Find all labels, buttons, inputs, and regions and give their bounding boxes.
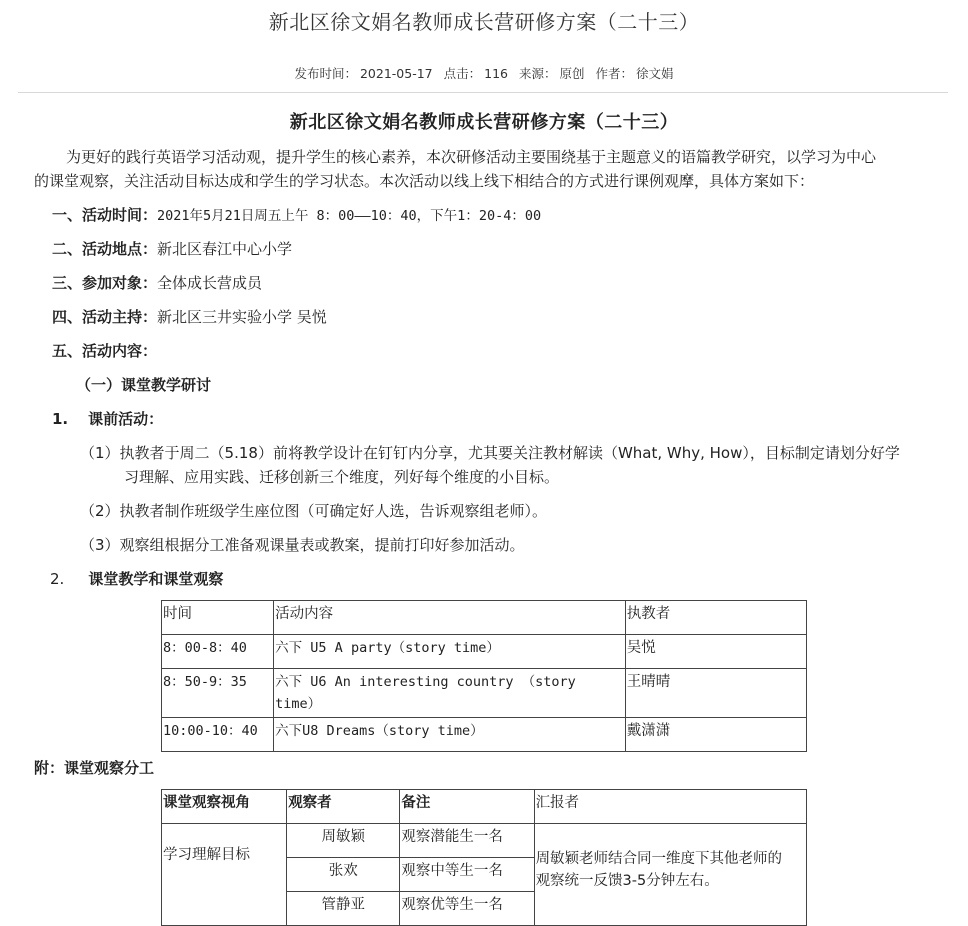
step-3: （3）观察组根据分工准备观课量表或教案，提前打印好参加活动。 xyxy=(80,536,525,554)
schedule-header-row xyxy=(162,601,807,635)
schedule-content: 六下U8 Dreams（story time） xyxy=(274,718,626,752)
observation-table xyxy=(161,789,807,926)
item-time-value: 2021年5月21日周五上午 8：00——10：40，下午1：20-4：00 xyxy=(157,208,542,224)
item-host-value: 新北区三井实验小学 吴悦 xyxy=(157,308,327,326)
section-heading-1: （一）课堂教学研讨 xyxy=(76,376,212,394)
sub-heading-1-label: 课前活动： xyxy=(88,410,164,428)
item-audience-label: 三、参加对象： xyxy=(52,274,158,292)
reporter-line-2: 观察统一反馈3-5分钟左右。 xyxy=(535,873,719,889)
item-content-label: 五、活动内容： xyxy=(52,342,158,360)
observer-note: 观察潜能生一名 xyxy=(400,824,534,858)
table-row xyxy=(162,669,807,718)
source-value: 原创 xyxy=(559,66,585,81)
table-row xyxy=(162,718,807,752)
document-title: 新北区徐文娟名教师成长营研修方案（二十三） xyxy=(289,112,679,133)
schedule-header-time: 时间 xyxy=(162,601,274,635)
sub-heading-2-label: 课堂教学和课堂观察 xyxy=(88,570,224,588)
schedule-time: 8：00-8：40 xyxy=(162,635,274,669)
item-place-value: 新北区春江中心小学 xyxy=(157,240,293,258)
clicks-count: 116 xyxy=(484,66,508,81)
observation-angle-text: 学习理解目标 xyxy=(163,847,250,863)
schedule-table xyxy=(161,600,807,752)
sub-heading-1 xyxy=(52,409,163,429)
observation-header-note: 备注 xyxy=(400,790,534,824)
table-row xyxy=(162,635,807,669)
step-1-line-1: （1）执教者于周二（5.18）前将教学设计在钉钉内分享，尤其要关注教材解读（What, Why, How），目标制定请划分好学 xyxy=(80,444,900,462)
schedule-time: 8：50-9：35 xyxy=(162,669,274,718)
item-audience-value: 全体成长营成员 xyxy=(157,274,263,292)
author-label: 作者： xyxy=(595,66,634,81)
observer-note: 观察中等生一名 xyxy=(400,858,534,892)
sub-heading-2 xyxy=(50,569,223,589)
item-content xyxy=(52,341,157,361)
observer-name: 周敏颖 xyxy=(287,824,400,858)
observer-name: 张欢 xyxy=(287,858,400,892)
observer-note: 观察优等生一名 xyxy=(400,892,534,926)
article-meta xyxy=(0,64,968,82)
sub-heading-1-num: 1. xyxy=(52,410,69,428)
item-host xyxy=(52,307,327,327)
reporter-text xyxy=(536,848,805,892)
intro-line-1: 为更好的践行英语学习活动观，提升学生的核心素养，本次研修活动主要围绕基于主题意义的语篇教学研究，以学习为中心 xyxy=(66,148,877,166)
schedule-content: 六下 U5 A party（story time） xyxy=(274,635,626,669)
reporter-line-1: 周敏颖老师结合同一维度下其他老师的 xyxy=(535,851,783,867)
observation-header-observer: 观察者 xyxy=(287,790,400,824)
item-place xyxy=(52,239,292,259)
observation-reporter xyxy=(534,824,806,926)
schedule-content-line-1: 六下 U6 An interesting country （story xyxy=(275,674,576,690)
schedule-teacher: 戴潇潇 xyxy=(625,718,806,752)
observation-header-angle: 课堂观察视角 xyxy=(162,790,287,824)
schedule-content xyxy=(274,669,626,718)
intro-line-2: 的课堂观察，关注活动目标达成和学生的学习状态。本次活动以线上线下相结合的方式进行课例观摩，具体方案如下： xyxy=(34,172,815,190)
item-place-label: 二、活动地点： xyxy=(52,240,158,258)
item-host-label: 四、活动主持： xyxy=(52,308,158,326)
page-title: 新北区徐文娟名教师成长营研修方案（二十三） xyxy=(268,10,700,34)
source-label: 来源： xyxy=(518,66,557,81)
observation-header-reporter: 汇报者 xyxy=(534,790,806,824)
sub-heading-2-num: 2. xyxy=(50,570,65,588)
item-time xyxy=(52,205,541,226)
schedule-content-line-2: time） xyxy=(275,696,322,712)
schedule-header-teacher: 执教者 xyxy=(625,601,806,635)
author-value: 徐文娟 xyxy=(636,66,674,81)
table-row xyxy=(162,824,807,858)
schedule-time: 10:00-10：40 xyxy=(162,718,274,752)
item-audience xyxy=(52,273,262,293)
schedule-teacher: 吴悦 xyxy=(625,635,806,669)
schedule-teacher: 王晴晴 xyxy=(625,669,806,718)
publish-date: 2021-05-17 xyxy=(359,66,433,81)
schedule-header-content: 活动内容 xyxy=(274,601,626,635)
observer-name: 管静亚 xyxy=(287,892,400,926)
clicks-label: 点击： xyxy=(443,66,482,81)
publish-label: 发布时间： xyxy=(294,66,357,81)
item-time-label: 一、活动时间： xyxy=(52,206,158,224)
step-1-line-2: 习理解、应用实践、迁移创新三个维度，列好每个维度的小目标。 xyxy=(124,468,560,486)
observation-angle xyxy=(162,824,287,926)
step-2: （2）执教者制作班级学生座位图（可确定好人选，告诉观察组老师）。 xyxy=(80,502,548,520)
observation-header-row xyxy=(162,790,807,824)
divider xyxy=(18,92,948,93)
appendix-title: 附：课堂观察分工 xyxy=(34,759,155,777)
